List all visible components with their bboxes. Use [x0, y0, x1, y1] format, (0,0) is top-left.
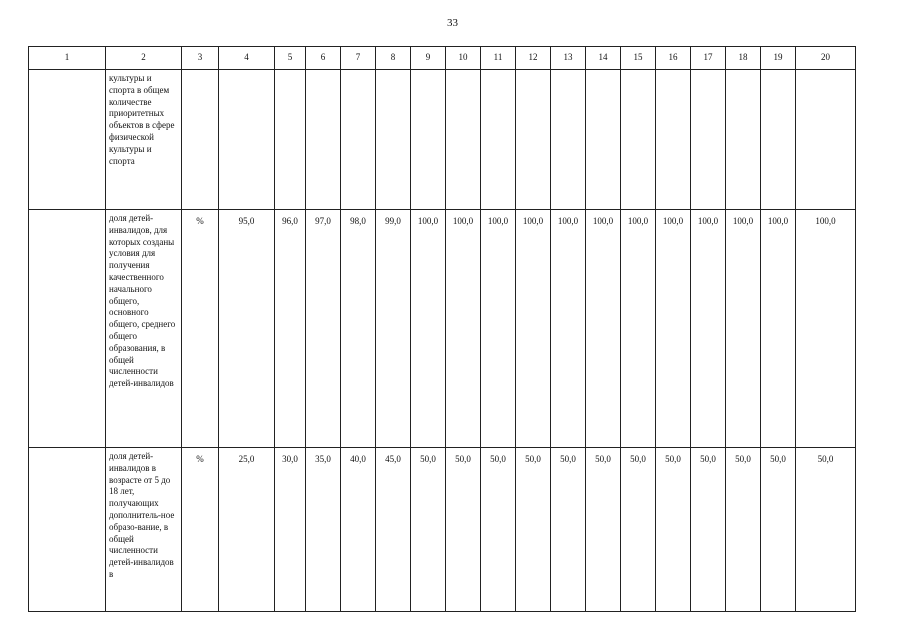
header-row — [29, 47, 856, 70]
value-cell: 100,0 — [481, 210, 516, 448]
column-header: 20 — [796, 47, 856, 70]
value-cell: 100,0 — [446, 210, 481, 448]
row-number-cell — [29, 70, 106, 210]
table-row — [29, 210, 856, 448]
value-cell: 100,0 — [551, 210, 586, 448]
indicator-name: доля детей-инвалидов в возрасте от 5 до 18 лет, получающих дополнитель-ное образо-вание, в общей численности детей-инвалидов в — [106, 448, 182, 612]
value-cell: 45,0 — [376, 448, 411, 612]
value-cell: 100,0 — [691, 210, 726, 448]
row-number-cell — [29, 448, 106, 612]
value-cell: 50,0 — [481, 448, 516, 612]
table-row — [29, 448, 856, 612]
value-cell: 97,0 — [306, 210, 341, 448]
value-cell: 50,0 — [551, 448, 586, 612]
unit-cell — [182, 70, 219, 210]
value-cell: 100,0 — [411, 210, 446, 448]
value-cell: 99,0 — [376, 210, 411, 448]
value-cell — [341, 70, 376, 210]
table-row — [29, 70, 856, 210]
value-cell — [516, 70, 551, 210]
column-header: 11 — [481, 47, 516, 70]
column-header: 12 — [516, 47, 551, 70]
column-header: 5 — [275, 47, 306, 70]
row-number-cell — [29, 210, 106, 448]
column-header: 17 — [691, 47, 726, 70]
value-cell: 50,0 — [656, 448, 691, 612]
value-cell: 50,0 — [691, 448, 726, 612]
value-cell — [411, 70, 446, 210]
value-cell: 50,0 — [726, 448, 761, 612]
value-cell — [376, 70, 411, 210]
value-cell — [726, 70, 761, 210]
value-cell — [275, 70, 306, 210]
column-header: 14 — [586, 47, 621, 70]
value-cell: 100,0 — [656, 210, 691, 448]
value-cell: 100,0 — [726, 210, 761, 448]
column-header: 7 — [341, 47, 376, 70]
value-cell: 96,0 — [275, 210, 306, 448]
value-cell — [586, 70, 621, 210]
value-cell: 100,0 — [621, 210, 656, 448]
value-cell: 50,0 — [761, 448, 796, 612]
value-cell — [621, 70, 656, 210]
column-header: 1 — [29, 47, 106, 70]
column-header: 8 — [376, 47, 411, 70]
column-header: 2 — [106, 47, 182, 70]
page-number: 33 — [447, 17, 458, 29]
value-cell: 40,0 — [341, 448, 376, 612]
column-header: 13 — [551, 47, 586, 70]
column-header: 4 — [219, 47, 275, 70]
value-cell — [656, 70, 691, 210]
indicator-name: доля детей-инвалидов, для которых созданы условия для получения качественного начального общего, основного общего, среднего общего образования, в общей численности детей-инвалидов — [106, 210, 182, 448]
value-cell — [446, 70, 481, 210]
value-cell: 25,0 — [219, 448, 275, 612]
value-cell — [796, 70, 856, 210]
value-cell: 100,0 — [761, 210, 796, 448]
column-header: 9 — [411, 47, 446, 70]
column-header: 16 — [656, 47, 691, 70]
value-cell: 50,0 — [586, 448, 621, 612]
value-cell: 30,0 — [275, 448, 306, 612]
column-header: 3 — [182, 47, 219, 70]
value-cell: 100,0 — [796, 210, 856, 448]
column-header: 15 — [621, 47, 656, 70]
unit-cell: % — [182, 210, 219, 448]
column-header: 18 — [726, 47, 761, 70]
value-cell — [691, 70, 726, 210]
value-cell: 50,0 — [796, 448, 856, 612]
value-cell — [551, 70, 586, 210]
column-header: 10 — [446, 47, 481, 70]
value-cell: 50,0 — [446, 448, 481, 612]
value-cell: 100,0 — [516, 210, 551, 448]
indicator-name: культуры и спорта в общем количестве приоритетных объектов в сфере физической культуры и спорта — [106, 70, 182, 210]
value-cell: 50,0 — [516, 448, 551, 612]
unit-cell: % — [182, 448, 219, 612]
value-cell — [761, 70, 796, 210]
value-cell: 35,0 — [306, 448, 341, 612]
value-cell: 98,0 — [341, 210, 376, 448]
value-cell: 95,0 — [219, 210, 275, 448]
value-cell — [306, 70, 341, 210]
column-header: 6 — [306, 47, 341, 70]
value-cell — [219, 70, 275, 210]
value-cell: 50,0 — [411, 448, 446, 612]
value-cell — [481, 70, 516, 210]
column-header: 19 — [761, 47, 796, 70]
value-cell: 100,0 — [586, 210, 621, 448]
indicators-table — [28, 46, 856, 612]
value-cell: 50,0 — [621, 448, 656, 612]
